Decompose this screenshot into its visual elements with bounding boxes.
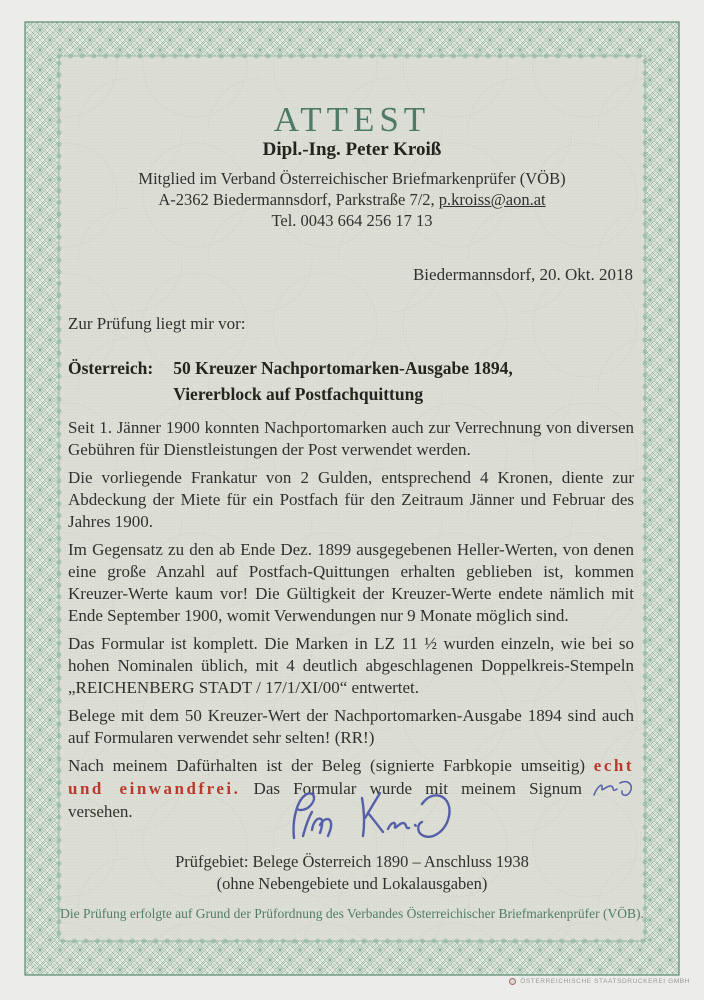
paragraph: Seit 1. Jänner 1900 konnten Nachportomarken auch zur Verrechnung von diversen Gebühren für Dienstleistungen der Post verwendet werden. (68, 418, 634, 459)
paragraph: Belege mit dem 50 Kreuzer-Wert der Nachportomarken-Ausgabe 1894 sind auch auf Formularen verwendet sehr selten! (RR!) (68, 706, 634, 747)
subject-line-1: 50 Kreuzer Nachportomarken-Ausgabe 1894, (173, 358, 513, 378)
verdict-prefix: Nach meinem Dafürhalten ist der Beleg (signierte Farbkopie umseitig) (68, 756, 594, 775)
regulation-line: Die Prüfung erfolgte auf Grund der Prüfordnung des Verbandes Österreichischer Briefmarkenprüfer (VÖB). (60, 906, 644, 921)
email-text: p.kroiss@aon.at (438, 190, 546, 209)
scope-line-2: (ohne Nebengebiete und Lokalausgaben) (216, 874, 488, 893)
member-line: Mitglied im Verband Österreichischer Briefmarkenprüfer (VÖB) (138, 169, 566, 188)
place-date-line: Biedermannsdorf, 20. Okt. 2018 (412, 265, 633, 284)
staatsdruckerei-logo-icon (509, 978, 516, 985)
certificate-title: ATTEST (273, 100, 431, 139)
examiner-name: Dipl.-Ing. Peter Kroiß (262, 139, 442, 160)
address-line (0, 190, 704, 210)
paragraph: Im Gegensatz zu den ab Ende Dez. 1899 ausgegebenen Heller-Werten, von denen eine große Anzahl auf Postfach-Quittungen erhalten geblieben ist, kommen Kreuzer-Werte kaum vor! Die Gültigkeit der Kreuzer-Werte endete nämlich mit Ende September 1900, womit Verwendungen nur 9 Monate möglich sind. (68, 540, 634, 625)
subject-description (173, 355, 513, 407)
verdict-suffix: versehen. (68, 802, 133, 821)
inline-signum-icon (590, 777, 636, 801)
printer-imprint (509, 978, 690, 985)
subject-block (68, 355, 513, 407)
paragraph: Die vorliegende Frankatur von 2 Gulden, entsprechend 4 Kronen, diente zur Abdeckung der Miete für ein Postfach für den Zeitraum Jänner und Februar des Jahres 1900. (68, 468, 634, 531)
address-text: A-2362 Biedermannsdorf, Parkstraße 7/2, (158, 190, 439, 209)
phone-line: Tel. 0043 664 256 17 13 (271, 211, 433, 230)
subject-country-label: Österreich: (68, 358, 154, 378)
subject-line-2: Viererblock auf Postfachquittung (173, 384, 424, 404)
printer-name: ÖSTERREICHISCHE STAATSDRUCKEREI GMBH (520, 978, 690, 985)
body-text (68, 417, 634, 829)
intro-line: Zur Prüfung liegt mir vor: (68, 314, 246, 333)
scope-line-1: Prüfgebiet: Belege Österreich 1890 – Anschluss 1938 (175, 852, 529, 871)
paragraph: Das Formular ist komplett. Die Marken in LZ 11 ½ wurden einzeln, wie bei so hohen Nominalen üblich, mit 4 deutlich abgeschlagenen Doppelkreis-Stempeln „REICHENBERG STADT / 17/1/XI/00“ entwertet. (68, 634, 634, 697)
verdict-middle: Das Formular wurde mit meinem Signum (240, 779, 582, 798)
examiner-signature (280, 786, 456, 850)
verdict-highlight: echt und einwandfrei. (68, 756, 634, 798)
